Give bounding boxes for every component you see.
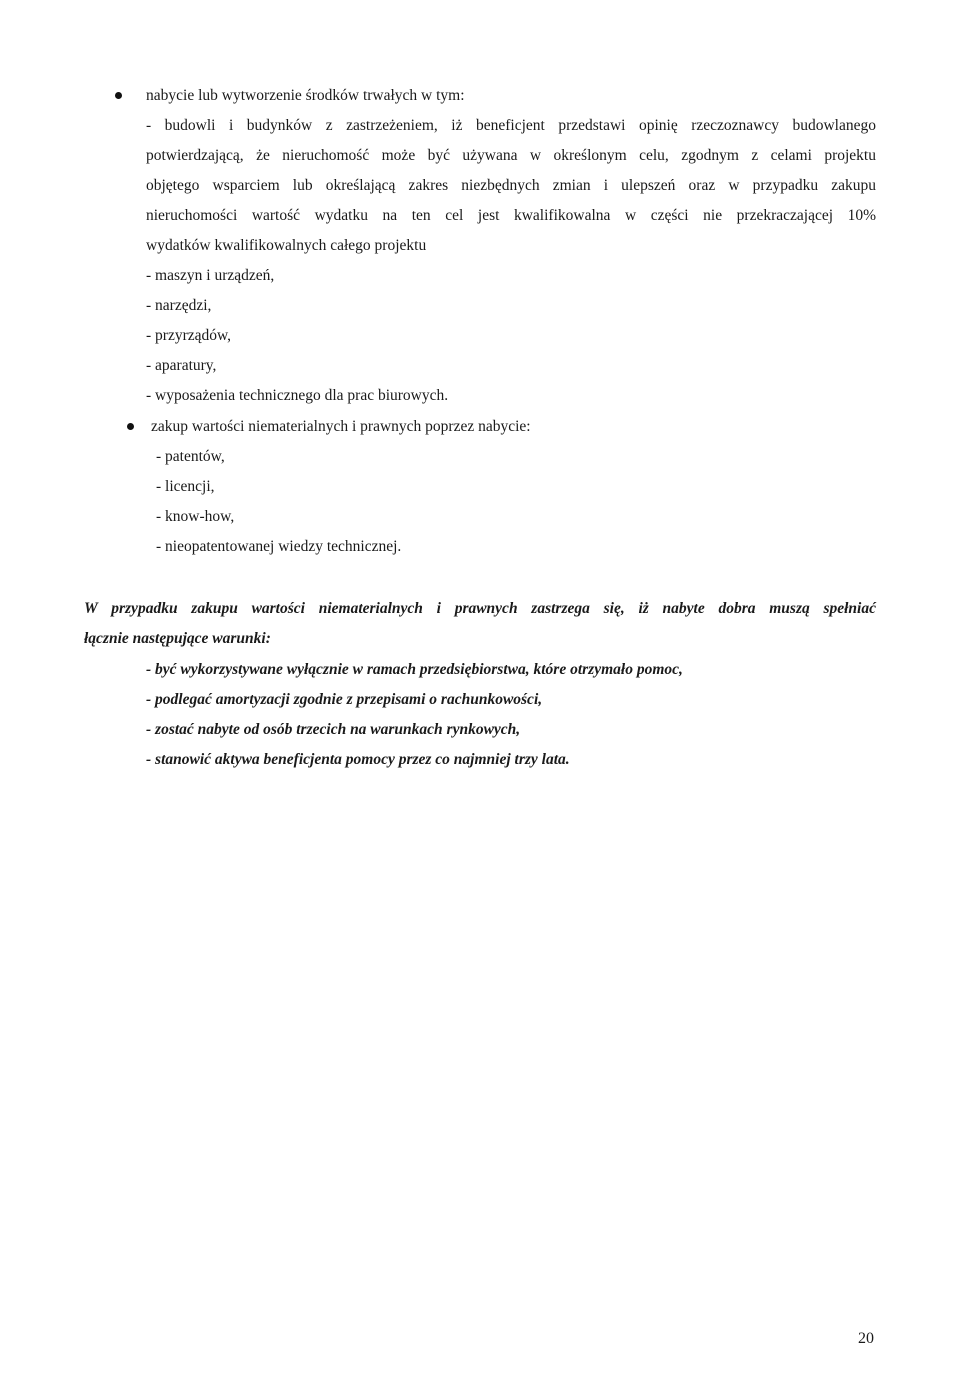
list-item: - maszyn i urządzeń, xyxy=(146,267,275,284)
bullet-item-fixed-assets: nabycie lub wytworzenie środków trwałych w tym: xyxy=(146,87,465,104)
list-item: - nieopatentowanej wiedzy technicznej. xyxy=(156,538,402,555)
buildings-line-2: potwierdzającą, że nieruchomość może być używana w określonym celu, zgodnym z celami projektu xyxy=(146,147,876,164)
buildings-line-4: nieruchomości wartość wydatku na ten cel jest kwalifikowalna w części nie przekraczającej 10% xyxy=(146,207,876,224)
page-number: 20 xyxy=(858,1330,874,1347)
condition-item: - być wykorzystywane wyłącznie w ramach przedsiębiorstwa, które otrzymało pomoc, xyxy=(146,661,683,678)
list-item: - know-how, xyxy=(156,508,235,525)
bullet-icon xyxy=(115,92,122,99)
conditions-intro-line-2: łącznie następujące warunki: xyxy=(84,630,271,647)
bullet-icon xyxy=(127,423,134,430)
condition-item: - podlegać amortyzacji zgodnie z przepisami o rachunkowości, xyxy=(146,691,543,708)
list-item: - aparatury, xyxy=(146,357,217,374)
bullet-item-intangible-assets: zakup wartości niematerialnych i prawnych poprzez nabycie: xyxy=(151,418,531,435)
list-item: - patentów, xyxy=(156,448,225,465)
list-item: - narzędzi, xyxy=(146,297,212,314)
list-item: - licencji, xyxy=(156,478,215,495)
condition-item: - stanowić aktywa beneficjenta pomocy przez co najmniej trzy lata. xyxy=(146,751,570,768)
buildings-line-5: wydatków kwalifikowalnych całego projektu xyxy=(146,237,427,254)
list-item: - przyrządów, xyxy=(146,327,232,344)
list-item: - wyposażenia technicznego dla prac biurowych. xyxy=(146,387,449,404)
conditions-intro-line-1: W przypadku zakupu wartości niematerialnych i prawnych zastrzega się, iż nabyte dobra muszą spełniać xyxy=(84,600,876,617)
condition-item: - zostać nabyte od osób trzecich na warunkach rynkowych, xyxy=(146,721,521,738)
buildings-line-1: - budowli i budynków z zastrzeżeniem, iż beneficjent przedstawi opinię rzeczoznawcy budowlanego xyxy=(146,117,876,134)
buildings-line-3: objętego wsparciem lub określającą zakres niezbędnych zmian i ulepszeń oraz w przypadku zakupu xyxy=(146,177,876,194)
